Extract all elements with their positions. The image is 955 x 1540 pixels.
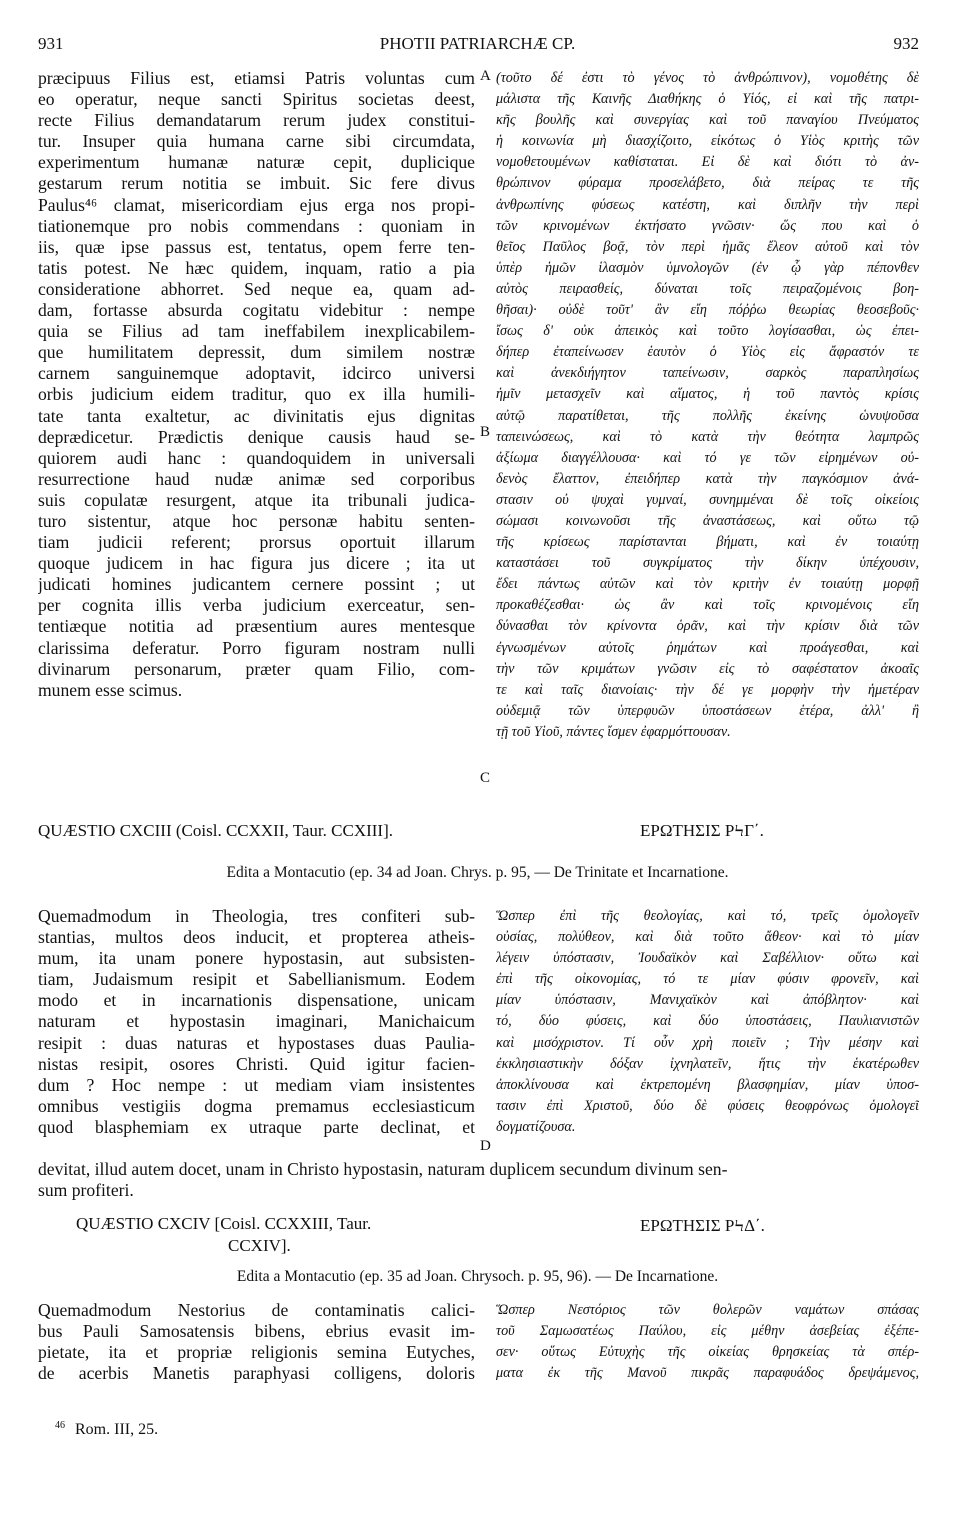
margin-letter-c: C — [480, 770, 491, 786]
text-line: ἴσως δ' οὐκ ἀπεικὸς καὶ τοῦτο λογίσασθαι, ὡς ἐπει- — [496, 323, 919, 340]
latin-column-1 — [38, 68, 475, 701]
text-line: Quemadmodum Nestorius de contaminatis calici- — [38, 1300, 475, 1320]
text-line: στασιν οὐ ψυχαὶ γυμναί, συνημμέναι δὲ τοῖς οἰκείοις — [496, 491, 919, 508]
q194-heading-greek: ΕΡΩΤΗΣΙΣ ΡϞΔ΄. — [640, 1216, 765, 1235]
text-line: οὐδεμιᾷ τῶν ὑπερφυῶν ὑποστάσεων ἑτέρα, ἀλλ' ἢ — [496, 702, 919, 719]
text-line: δενὸς ἔλαττον, ἐπειδήπερ κατὰ τὴν παγκόσμιον ἀνά- — [496, 470, 919, 487]
text-line: νομοθετουμένων καθίσταται. Εἰ δὲ καὶ διότι τὸ ἀν- — [496, 154, 919, 171]
q194-source-note: Edita a Montacutio (ep. 35 ad Joan. Chrysoch. p. 95, 96). — De Incarnatione. — [236, 1268, 719, 1285]
q193-source-note: Edita a Montacutio (ep. 34 ad Joan. Chrys. p. 95, — De Trinitate et Incarnatione. — [226, 864, 729, 881]
text-line: bus Pauli Samosatensis bibens, ebrius evasit im- — [38, 1321, 475, 1342]
text-line: dum ? Hoc nempe : ut mediam viam insistentes — [38, 1074, 475, 1095]
text-line: clarissima deferatur. Porro figuram nostram nulli — [38, 637, 475, 658]
text-line: judicati homines judicantem cernere possint ; ut — [38, 574, 475, 595]
text-line: sum profiteri. — [38, 1180, 134, 1201]
greek-column-q194 — [496, 1300, 919, 1384]
text-line: ματα ἐκ τῆς Μανοῦ πικρᾶς παραφυάδος δρεψάμενος, — [496, 1365, 919, 1382]
text-line: naturam et hypostasin imaginari, Manichaicum — [38, 1011, 475, 1032]
text-line: κῆς βουλῆς καὶ συνεργίας καὶ τοῦ παναγίου Πνεύματος — [496, 112, 919, 129]
q194-heading-latin-1: QUÆSTIO CXCIV [Coisl. CCXXIII, Taur. — [76, 1214, 372, 1233]
text-line: καταστάσει τοῦ συγκρίματος τὴν δίκην ὑπέχουσιν, — [496, 555, 919, 572]
text-line: ἐγνωσμένων αὐτοῖς ῥημάτων καὶ προάγεσθαι, καὶ — [496, 639, 919, 656]
text-line: λέγειν ὑπόστασιν, Ἰουδαϊκὸν καὶ Σαβέλλιον· οὕτω καὶ — [496, 950, 919, 967]
text-line: καὶ ἀνεκδιήγητον ταπείνωσιν, σαρκὸς παραπλησίως — [496, 365, 919, 382]
footnote-text: Rom. III, 25. — [75, 1421, 159, 1439]
text-line: pietate, ita et propriæ religionis semina Eutyches, — [38, 1342, 475, 1363]
text-line: δογματίζουσα. — [496, 1118, 576, 1135]
text-line: tiam, Judaismum resipit et Sabellianismum. Eodem — [38, 969, 475, 990]
text-line: τὴν τῶν κριμάτων γνῶσιν εἰς τὸ σαφέστατον ἀκοαῖς — [496, 660, 919, 677]
text-line: θῆσαι)· οὐδὲ τοῦτ' ἂν εἴη πόῤῥω θεωρίας θεοσεβοῦς· — [496, 302, 919, 319]
text-line: Ὥσπερ Νεστόριος τῶν θολερῶν ναμάτων σπάσας — [496, 1302, 919, 1318]
q193-heading-greek: ΕΡΩΤΗΣΙΣ ΡϞΓ΄. — [640, 821, 764, 840]
text-line: τῇ τοῦ Υἱοῦ, πάντες ἴσμεν ἐφαρμόττουσαν. — [496, 723, 731, 740]
text-line: (τοῦτο δέ ἐστι τὸ γένος τὸ ἀνθρώπινον), νομοθέτης δὲ — [496, 70, 919, 86]
text-line: carnem sanguinemque adoptavit, idcirco universi — [38, 363, 475, 384]
text-line: αὐτὸς πειρασθείς, δύναται τοῖς πειραζομένοις βοη- — [496, 280, 919, 297]
text-line: consideratione abhorret. Sed neque ea, quam ad- — [38, 278, 475, 299]
text-line: τοῦ Σαμωσατέως Παύλου, εἰς μέθην ἀσεβείας ἐξέπε- — [496, 1323, 919, 1340]
text-line: gestarum rerum notitia se imbuit. Sic fere divus — [38, 173, 475, 194]
text-line: omnibus vestigiis dogma premamus ecclesiasticum — [38, 1095, 475, 1116]
greek-column-q193 — [496, 906, 919, 1138]
text-line: per cognita illis verba judicium exerceatur, sen- — [38, 595, 475, 616]
q194-heading-latin-2: CCXIV]. — [228, 1236, 291, 1255]
text-line: munem esse scimus. — [38, 679, 183, 700]
text-line: Quemadmodum in Theologia, tres confiteri sub- — [38, 906, 475, 926]
text-line: καὶ μισόχριστον. Τί οὖν χρὴ ποιεῖν ; Τὴν μέσην καὶ — [496, 1034, 919, 1051]
text-line: Paulus⁴⁶ clamat, misericordiam ejus erga nos propi- — [38, 194, 475, 215]
text-line: resurrectione haud nudæ animæ sed corporibus — [38, 468, 475, 489]
text-line: ἐκκλησιαστικὴν δόξαν ἰχνηλατεῖν, ἥτις τὴν ἑκατέρωθεν — [496, 1055, 919, 1072]
text-line: turo sistentur, atque hoc personæ habitu senten- — [38, 510, 475, 531]
running-title: PHOTII PATRIARCHÆ CP. — [379, 34, 576, 53]
footnote-number: 46 — [55, 1420, 65, 1431]
text-line: præcipuus Filius est, etiamsi Patris voluntas cum — [38, 68, 475, 88]
text-line: μάλιστα τῆς Καινῆς Διαθήκης ὁ Υἱός, εἰ καὶ τῆς πατρι- — [496, 91, 919, 108]
text-line: τε καὶ ταῖς διανοίαις· τὴν δέ γε μορφὴν τὴν ἡμετέραν — [496, 681, 919, 698]
text-line: ταπεινώσεως, καὶ τὸ κατὰ τὴν θεότητα λαμπρῶς — [496, 428, 919, 445]
latin-column-q194 — [38, 1300, 475, 1384]
text-line: devitat, illud autem docet, unam in Christo hypostasin, naturam duplicem secundum divinum sen- — [38, 1159, 728, 1179]
text-line: orbis judicium eidem traditur, quo ex illa humili- — [38, 384, 475, 405]
margin-letter-b: B — [480, 424, 491, 440]
text-line: ἀξίωμα διαγγέλλουσα· καὶ τό γε τῶν εἰρημένων οὐ- — [496, 449, 919, 466]
text-line: τό, δύο φύσεις, καὶ δύο ὑποστάσεις, Παυλιανιστῶν — [496, 1013, 919, 1030]
full-width-q193 — [38, 1159, 918, 1201]
page-number-left: 931 — [38, 34, 64, 53]
text-line: τασιν ἐπὶ Χριστοῦ, δύο δὲ φύσεις θεοφρόνως ὁμολογεῖ — [496, 1097, 919, 1114]
text-line: quia se Filius ad tam ineffabilem inexplicabilem- — [38, 321, 475, 342]
text-line: tiationemque pro nobis commendans : quoniam in — [38, 215, 475, 236]
text-line: ἡ κοινωνία μὴ διασχίζοιτο, εἰκότως ὁ Υἱὸς κριτὴς τῶν — [496, 133, 919, 150]
margin-letter-a: A — [480, 68, 491, 84]
text-line: tate tanta exaltetur, ac divinitatis ejus dignitas — [38, 405, 475, 426]
text-line: ἡμῖν μετασχεῖν καὶ αἵματος, ἡ τοῦ παντὸς κρίσις — [496, 386, 919, 403]
text-line: αὐτῷ παρατίθεται, τῆς πολλῆς ἐκείνης ὡνυψοῦσα — [496, 407, 919, 424]
text-line: dam, fortasse absurda cogitatu videbitur : nempe — [38, 300, 475, 321]
text-line: θεῖος Παῦλος βοᾷ, τὸν περὶ ἡμᾶς ἔλεον αὐτοῦ καὶ τὸν — [496, 238, 919, 255]
text-line: ὑπὲρ ἡμῶν ἱλασμὸν ὑμνολογῶν (ἐν ᾧ γὰρ πέπονθεν — [496, 259, 919, 276]
text-line: stantias, multos deos inducit, et propterea atheis- — [38, 927, 475, 948]
text-line: ἀνθρωπίνης φύσεως κατέστη, καὶ διπλῆν τὴν περὶ — [496, 196, 919, 213]
text-line: experimentum humanæ naturæ cepit, duplicique — [38, 152, 475, 173]
text-line: σεν· οὕτως Εὐτυχὴς τῆς οἰκείας θρησκείας τὰ σπέρ- — [496, 1344, 919, 1361]
text-line: ἀποκλίνουσα καὶ ἐκτρεπομένη βλασφημίαν, μίαν ὑποσ- — [496, 1076, 919, 1093]
text-line: οὐσίας, πολύθεον, καὶ διὰ τοῦτο ἄθεον· καὶ τὸ μίαν — [496, 929, 919, 946]
text-line: quoque judicem in hac figura jus dicere ; ita ut — [38, 553, 475, 574]
text-line: ἐπὶ τῆς οἰκονομίας, τό τε μίαν φύσιν φρονεῖν, καὶ — [496, 971, 919, 988]
text-line: eo operatur, neque sancti Spiritus societas deest, — [38, 89, 475, 110]
text-line: mum, ita unam ponere hypostasin, aut subsisten- — [38, 948, 475, 969]
greek-column-1 — [496, 68, 919, 743]
text-line: tatis potest. Ne hæc quidem, inquam, ratio a pia — [38, 257, 475, 278]
text-line: resipit : duas naturas et hypostases duas Paulia- — [38, 1032, 475, 1053]
text-line: ἔδει πάντως αὐτῶν καὶ τὸν κριτὴν ἐν τοιαύτῃ μορφῇ — [496, 576, 919, 593]
text-line: deprædicetur. Prædictis denique causis haud se- — [38, 426, 475, 447]
text-line: divinarum personarum, præter quam Filio, com- — [38, 658, 475, 679]
text-line: tur. Insuper quia humana carne sibi circumdata, — [38, 131, 475, 152]
text-line: quod blasphemiam ex utraque parte declinat, et — [38, 1116, 475, 1137]
text-line: σώμασι κοινωνοῦσι τῆς ἀναστάσεως, καὶ οὕτω τῷ — [496, 512, 919, 529]
text-line: que humilitatem depressit, dum similem nostræ — [38, 342, 475, 363]
text-line: Ὥσπερ ἐπὶ τῆς θεολογίας, καὶ τό, τρεῖς ὁμολογεῖν — [496, 908, 919, 924]
text-line: tiam judicii referent; prorsus oportuit illarum — [38, 532, 475, 553]
text-line: τῶν κρινομένων ἐκτήσατο γνῶσιν· ὥς που καὶ ὁ — [496, 217, 919, 234]
text-line: δύνασθαι τὸν κρίνοντα ὁρᾶν, καὶ τὴν κρίσιν διὰ τῶν — [496, 618, 919, 635]
text-line: nistas resipit, osores Christi. Quid igitur facien- — [38, 1053, 475, 1074]
text-line: tentiæque notitia ad præsentium aures mentesque — [38, 616, 475, 637]
page-number-right: 932 — [893, 34, 919, 53]
text-line: recte Filius demandatarum rerum judex constitui- — [38, 110, 475, 131]
text-line: iis, quæ ipse passus est, tentatus, opem ferre ten- — [38, 236, 475, 257]
text-line: quiorem audi hanc : quandoquidem in universali — [38, 447, 475, 468]
footnote — [55, 1420, 158, 1439]
latin-column-q193 — [38, 906, 475, 1138]
text-line: τῆς κρίσεως παρίστανται βήματι, καὶ ἐν τοιαύτῃ — [496, 534, 919, 551]
text-line: μίαν ὑπόστασιν, Μανιχαϊκὸν καὶ ἀπόβλητον· καὶ — [496, 992, 919, 1009]
text-line: προκαθέζεσθαι· ὡς ἂν καὶ τοῖς κρινομένοις εἴη — [496, 597, 919, 614]
text-line: δήπερ ἐταπείνωσεν ἑαυτὸν ὁ Υἱὸς εἰς ἄφραστόν τε — [496, 344, 919, 361]
text-line: de acerbis Manetis paraphyasi colligens, doloris — [38, 1363, 475, 1384]
text-line: θρώπινον φύραμα προσελάβετο, διὰ πείρας τε τῆς — [496, 175, 919, 192]
text-line: suis copulatæ resurgent, atque ita tribunali judica- — [38, 489, 475, 510]
text-line: modo et in incarnationis dispensatione, unicam — [38, 990, 475, 1011]
q193-heading-latin: QUÆSTIO CXCIII (Coisl. CCXXII, Taur. CCXIII]. — [38, 821, 394, 840]
margin-letter-d: D — [480, 1138, 491, 1154]
